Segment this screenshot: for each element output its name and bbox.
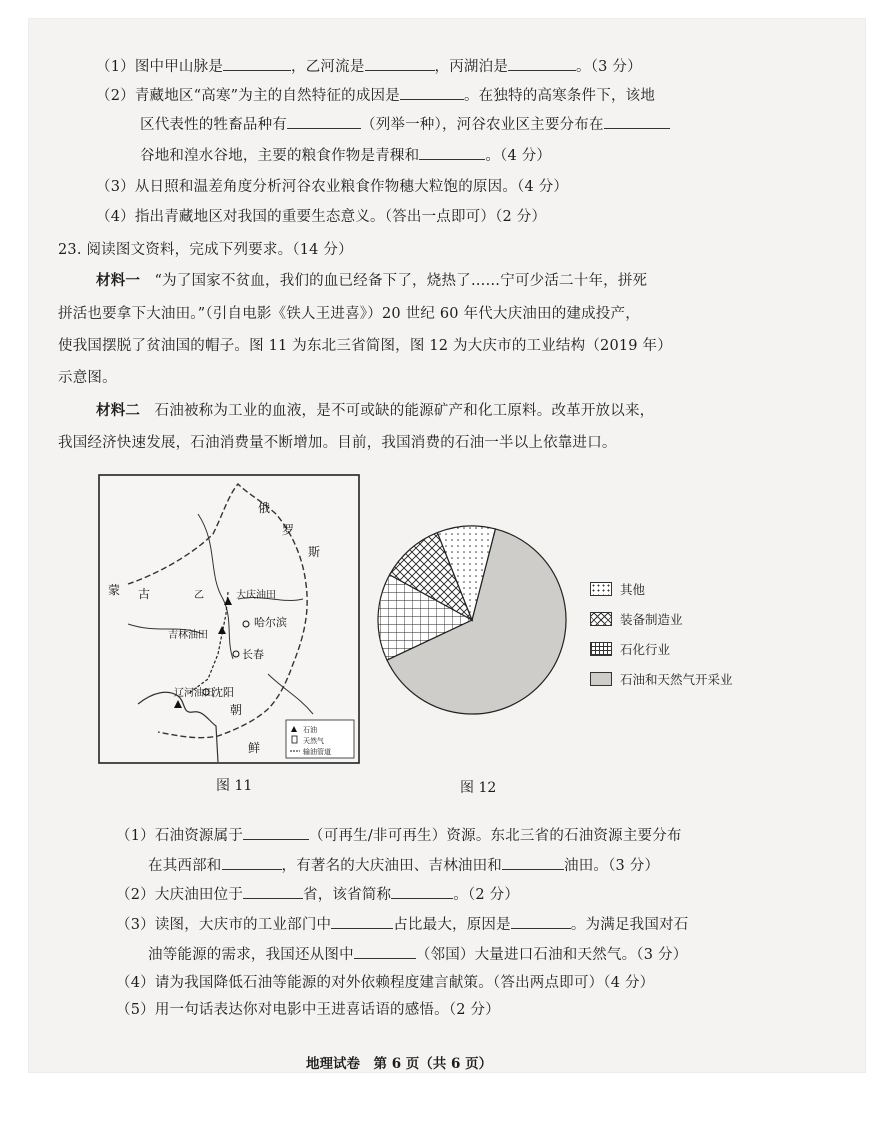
map-label-jilin-oilfield: 吉林油田: [168, 630, 208, 641]
map-label-russia-2: 罗: [282, 523, 295, 537]
text: 油田。（3 分）: [564, 858, 660, 874]
text: ，有著名的大庆油田、吉林油田和: [281, 858, 502, 874]
legend-oilgas: [590, 670, 733, 688]
q23-item1-line1: [116, 825, 682, 846]
text: （邻国）大量进口石油和天然气。（3 分）: [415, 947, 688, 963]
map-label-russia-3: 斯: [308, 545, 321, 559]
q22-item2-line3: [140, 145, 551, 166]
legend-equipment: [590, 610, 683, 628]
material1-line1: [96, 271, 647, 291]
q23-item3-line1: [116, 914, 688, 935]
q23-item4: （4）请为我国降低石油等能源的对外依赖程度建言献策。（答出两点即可）（4 分）: [116, 975, 655, 991]
text: （可再生/非可再生）资源。东北三省的石油资源主要分布: [309, 828, 682, 844]
text: 石油被称为工业的血液，是不可或缺的能源矿产和化工原料。改革开放以来，: [154, 403, 655, 419]
text: 油等能源的需求，我国还从图中: [148, 947, 354, 963]
legend-equipment-swatch: [590, 612, 612, 626]
map-label-mongolia-1: 蒙: [108, 583, 121, 597]
q23-heading: 23. 阅读图文资料，完成下列要求。（14 分）: [58, 242, 353, 258]
map-label-korea-1: 朝: [230, 703, 243, 717]
q22-item3: （3）从日照和温差角度分析河谷农业粮食作物穗大粒饱的原因。（4 分）: [96, 179, 569, 195]
q23-item1-line2: [148, 855, 659, 876]
text: 区代表性的牲畜品种有: [140, 117, 287, 133]
material1-label: 材料一: [96, 272, 141, 289]
map-label-changchun: 长春: [242, 648, 264, 661]
page-footer: 地理试卷 第 6 页（共 6 页）: [306, 1056, 493, 1072]
text: 占比最大，原因是: [393, 917, 511, 933]
q22-item2-line2: [140, 114, 670, 135]
text: （2）青藏地区“高寒”为主的自然特征的成因是: [96, 88, 400, 104]
text: 省，该省简称: [303, 887, 392, 903]
text: （2）大庆油田位于: [116, 887, 244, 903]
legend-oilgas-swatch: [590, 672, 612, 686]
text: 。为满足我国对石: [570, 917, 689, 933]
northeast-map: [98, 474, 360, 764]
q22-item4: （4）指出青藏地区对我国的重要生态意义。（答出一点即可）（2 分）: [96, 209, 547, 225]
legend-other: [590, 580, 645, 598]
material1-line4: 示意图。: [58, 370, 117, 386]
q23-item3-line2: [148, 944, 687, 965]
map-label-harbin: 哈尔滨: [254, 616, 287, 629]
legend-oil-label: 石油: [303, 726, 317, 734]
map-label-daqing: 大庆油田: [236, 590, 276, 601]
q22-item2-line1: [96, 85, 655, 106]
text: ，乙河流是: [291, 59, 365, 75]
material2-label: 材料二: [96, 402, 141, 419]
q23-item2: [116, 884, 519, 905]
legend-gas-label: 天然气: [303, 737, 324, 745]
legend-oilgas-label: 石油和天然气开采业: [620, 672, 733, 687]
legend-petrochem: [590, 640, 670, 658]
text: 。（4 分）: [485, 148, 552, 164]
map-label-mongolia-2: 古: [138, 587, 151, 601]
text: （列举一种），河谷农业区主要分布在: [361, 117, 604, 133]
material1-line3: 使我国摆脱了贫油国的帽子。图 11 为东北三省简图，图 12 为大庆市的工业结构（2019 年）: [58, 338, 672, 354]
material1-line2: 拼活也要拿下大油田。”（引自电影《铁人王进喜》）20 世纪 60 年代大庆油田的建成投产，: [58, 306, 640, 322]
legend-petrochem-label: 石化行业: [620, 642, 671, 657]
map-label-russia-1: 俄: [258, 501, 271, 515]
text: （1）图中甲山脉是: [96, 59, 224, 75]
map-label-shenyang: 沈阳: [212, 686, 234, 699]
map-label-yi: 乙: [194, 590, 204, 601]
material2-line2: 我国经济快速发展，石油消费量不断增加。目前，我国消费的石油一半以上依靠进口。: [58, 435, 617, 451]
q23-item5: （5）用一句话表达你对电影中王进喜话语的感悟。（2 分）: [116, 1002, 500, 1018]
text: （1）石油资源属于: [116, 828, 244, 844]
legend-other-swatch: [590, 582, 612, 596]
text: 在其西部和: [148, 858, 222, 874]
text: 。在独特的高寒条件下，该地: [463, 88, 656, 104]
text: （3）读图，大庆市的工业部门中: [116, 917, 332, 933]
text: 谷地和湟水谷地，主要的粮食作物是青稞和: [140, 148, 420, 164]
figure11-caption: 图 11: [216, 778, 253, 794]
text: 。（2 分）: [453, 887, 520, 903]
figure12-caption: 图 12: [460, 780, 497, 796]
material2-line1: [96, 401, 654, 421]
text: “为了国家不贫血，我们的血已经备下了，烧热了……宁可少活二十年，拼死: [154, 273, 648, 289]
map-label-korea-2: 鲜: [248, 741, 261, 755]
q22-item1: [96, 56, 642, 77]
legend-petrochem-swatch: [590, 642, 612, 656]
map-label-liaohe: 辽河油田: [174, 688, 214, 699]
legend-equipment-label: 装备制造业: [620, 612, 683, 627]
legend-pipe-label: 输油管道: [303, 748, 331, 756]
text: 。（3 分）: [576, 59, 642, 75]
legend-other-label: 其他: [620, 582, 646, 597]
text: ，丙湖泊是: [434, 59, 509, 75]
industry-pie-chart: [372, 520, 572, 720]
